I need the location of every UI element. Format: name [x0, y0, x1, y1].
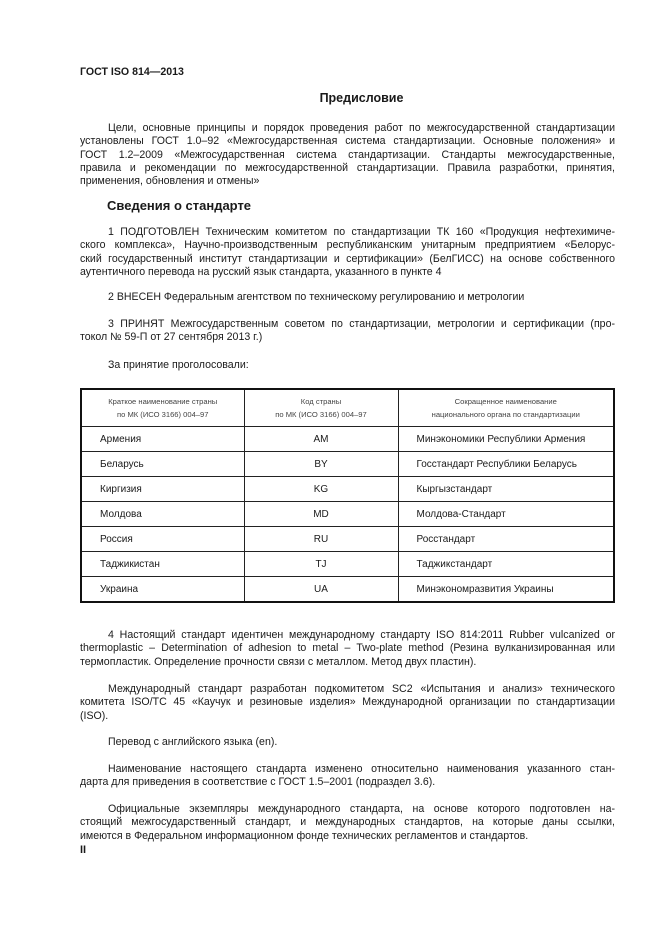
naming-paragraph [80, 763, 615, 790]
text-line: комитета ISO/TC 45 «Каучук и резиновые изделия» Международной организации по стандартизации [80, 696, 615, 709]
column-header-code: Код страны по МК (ИСО 3166) 004–97 [244, 389, 398, 427]
item-3-paragraph [80, 318, 615, 345]
column-header-country: Краткое наименование страны по МК (ИСО 3166) 004–97 [81, 389, 244, 427]
text-line: ского комплекса», Научно-производственным республиканским унитарным предприятием «Белорус- [80, 239, 615, 252]
body-cell: Кыргызстандарт [398, 477, 614, 502]
body-cell: Молдова-Стандарт [398, 502, 614, 527]
text-line: правила и рекомендации по межгосударственной стандартизации. Правила разработки, принятия, [80, 161, 615, 174]
item-2-paragraph [80, 291, 615, 304]
text-line: стоящий межгосударственный стандарт, и международных стандартов, на которые даны ссылки, [80, 816, 615, 829]
code-cell: BY [244, 452, 398, 477]
country-cell: Украина [81, 577, 244, 603]
code-cell: UA [244, 577, 398, 603]
code-cell: KG [244, 477, 398, 502]
body-cell: Росстандарт [398, 527, 614, 552]
text-line: термопластик. Определение прочности связи с металлом. Метод двух пластин). [80, 655, 477, 668]
text-line: дарта для приведения в соответствие с ГОСТ 1.5–2001 (подраздел 3.6). [80, 776, 436, 789]
text-line: ский государственный институт стандартизации и сертификации» (БелГИСС) на основе собственного [80, 252, 615, 265]
text-line: (ISO). [80, 709, 109, 722]
text-line: 3 ПРИНЯТ Межгосударственным советом по стандартизации, метрологии и сертификации (про- [108, 318, 615, 330]
table-row [81, 427, 614, 452]
table-row [81, 502, 614, 527]
country-cell: Киргизия [81, 477, 244, 502]
page-number: II [80, 844, 87, 856]
item-1-paragraph [80, 226, 615, 279]
page-title: Предисловие [319, 91, 404, 105]
body-cell: Таджикстандарт [398, 552, 614, 577]
table-row [81, 452, 614, 477]
text-line: 2 ВНЕСЕН Федеральным агентством по техническому регулированию и метрологии [108, 291, 525, 303]
code-cell: MD [244, 502, 398, 527]
text-line: ГОСТ 1.2–2009 «Межгосударственная система стандартизации. Стандарты межгосударственные, [80, 148, 615, 161]
text-line: 1 ПОДГОТОВЛЕН Техническим комитетом по стандартизации ТК 160 «Продукция нефтехимиче- [108, 226, 615, 238]
voting-countries-table [80, 388, 615, 603]
column-header-body: Сокращенное наименование национального органа по стандартизации [398, 389, 614, 427]
item-4-paragraph [80, 629, 615, 669]
text-line: применения, обновления и отмены» [80, 175, 260, 188]
country-cell: Молдова [81, 502, 244, 527]
code-cell: TJ [244, 552, 398, 577]
international-standard-paragraph [80, 683, 615, 723]
text-line: Цели, основные принципы и порядок проведения работ по межгосударственной стандартизации [108, 122, 615, 134]
table-row [81, 527, 614, 552]
text-line: 4 Настоящий стандарт идентичен международному стандарту ISO 814:2011 Rubber vulcanized or [108, 629, 615, 641]
text-line: Международный стандарт разработан подкомитетом SC2 «Испытания и анализ» технического [108, 683, 615, 695]
text-line: имеются в Федеральном информационном фонде технических регламентов и стандартов. [80, 829, 529, 842]
text-line: токол № 59-П от 27 сентября 2013 г.) [80, 331, 263, 344]
code-cell: AM [244, 427, 398, 452]
body-cell: Госстандарт Республики Беларусь [398, 452, 614, 477]
code-cell: RU [244, 527, 398, 552]
table-row [81, 577, 614, 603]
country-cell: Таджикистан [81, 552, 244, 577]
document-header: ГОСТ ISO 814—2013 [80, 66, 184, 78]
text-line: установлены ГОСТ 1.0–92 «Межгосударственная система стандартизации. Основные положения» и [80, 135, 615, 148]
text-line: аутентичного перевода на русский язык стандарта, указанного в пункте 4 [80, 265, 442, 278]
country-cell: Беларусь [81, 452, 244, 477]
section-title: Сведения о стандарте [107, 198, 252, 213]
country-cell: Армения [81, 427, 244, 452]
body-cell: Минэкономразвития Украины [398, 577, 614, 603]
body-cell: Минэкономики Республики Армения [398, 427, 614, 452]
table-header-row [81, 389, 614, 427]
text-line: thermoplastic – Determination of adhesion to metal – Two-plate method (Резина вулканизированная или [80, 642, 615, 655]
table-row [81, 552, 614, 577]
country-cell: Россия [81, 527, 244, 552]
text-line: Перевод с английского языка (en). [108, 736, 278, 748]
vote-label [80, 359, 615, 372]
translation-paragraph [80, 736, 615, 749]
table-row [81, 477, 614, 502]
text-line: Официальные экземпляры международного стандарта, на основе которого подготовлен на- [108, 803, 615, 815]
intro-paragraph [80, 122, 615, 188]
official-copies-paragraph [80, 803, 615, 843]
text-line: За принятие проголосовали: [108, 359, 249, 371]
text-line: Наименование настоящего стандарта изменено относительно наименования указанного стан- [108, 763, 615, 775]
